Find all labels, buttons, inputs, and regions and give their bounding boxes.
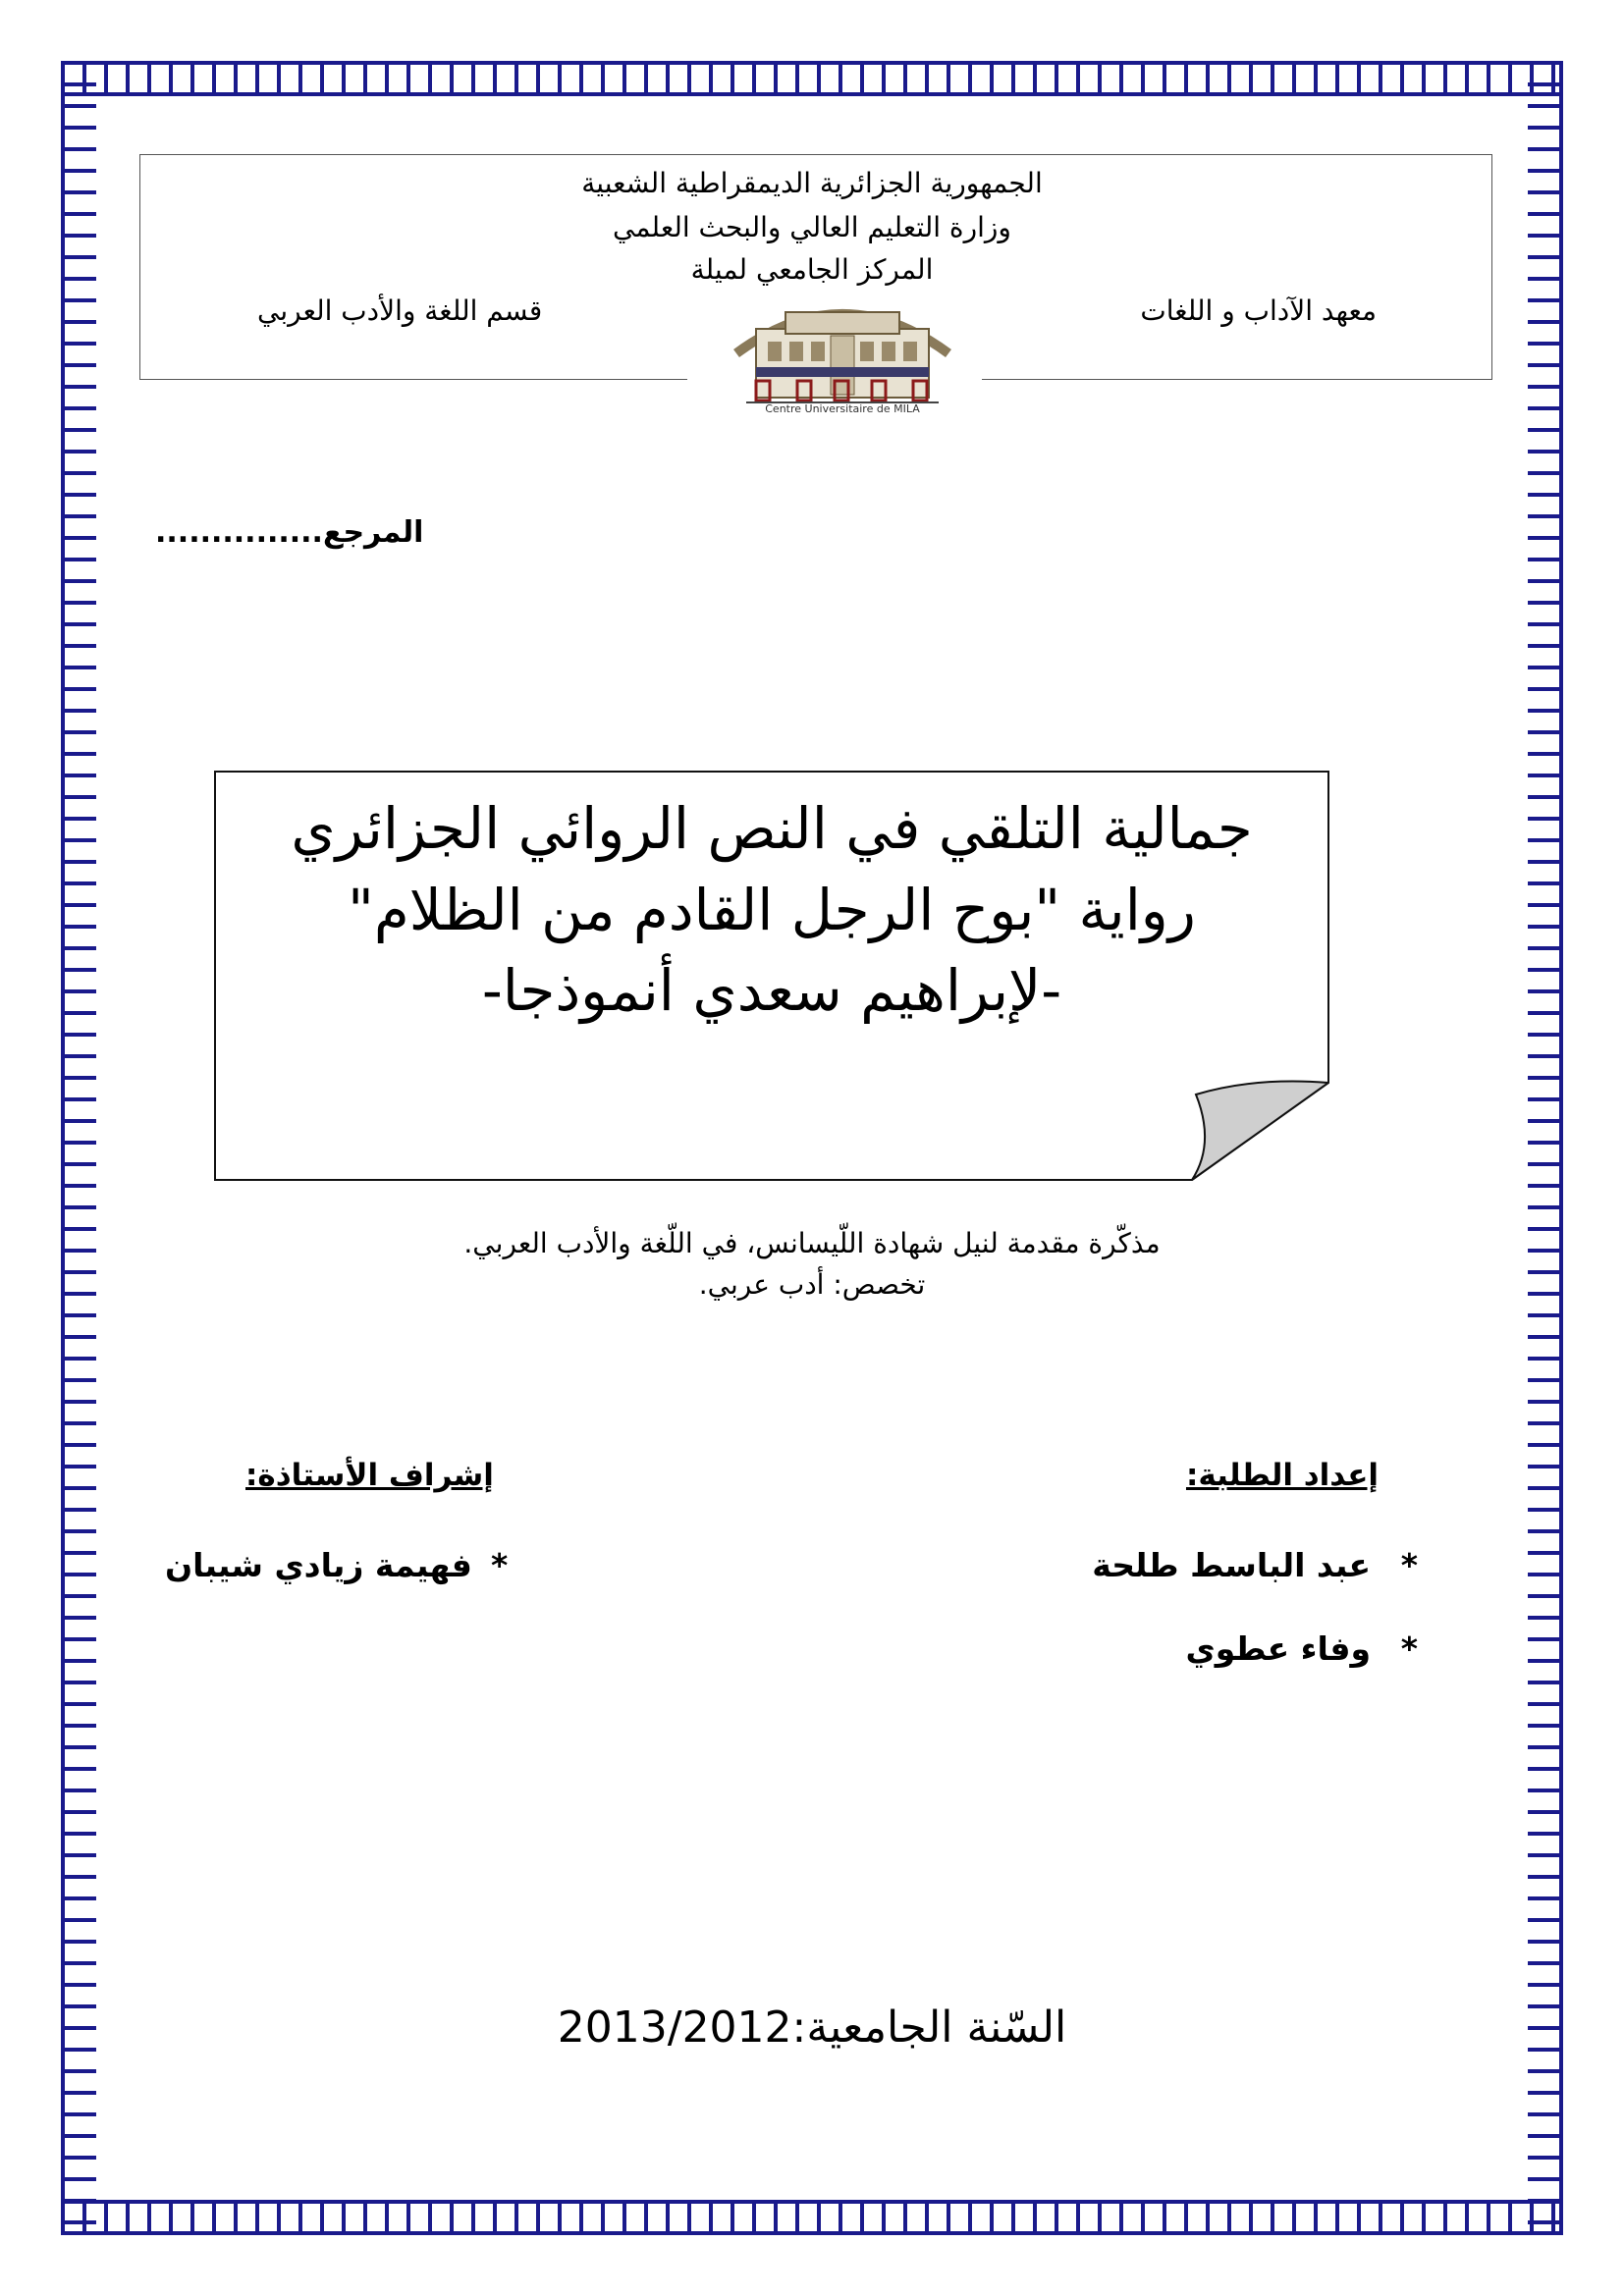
page-frame-right xyxy=(1528,61,1563,2235)
reference-label: المرجع............... xyxy=(155,515,424,550)
student-name-2: وفاء عطوي xyxy=(1185,1629,1371,1668)
center-name: المركز الجامعي لميلة xyxy=(690,253,934,286)
title-line-2: رواية "بوح الرجل القادم من الظلام" xyxy=(348,877,1196,943)
ministry-name: وزارة التعليم العالي والبحث العلمي xyxy=(613,211,1011,243)
page-frame-bottom xyxy=(61,2200,1563,2235)
page-frame-left xyxy=(61,61,96,2235)
institute-name: معهد الآداب و اللغات xyxy=(1140,294,1377,327)
student-name-1: عبد الباسط طلحة xyxy=(1092,1546,1371,1584)
university-logo xyxy=(727,285,958,420)
title-box xyxy=(214,771,1329,1181)
title-line-1: جمالية التلقي في النص الروائي الجزائري xyxy=(291,795,1253,862)
student-bullet-1: * xyxy=(1400,1546,1418,1584)
supervisor-bullet: * xyxy=(491,1546,509,1584)
building-icon xyxy=(727,285,958,420)
specialization: تخصص: أدب عربي. xyxy=(698,1268,926,1301)
republic-name: الجمهورية الجزائرية الديمقراطية الشعبية xyxy=(581,167,1043,199)
page-frame-top xyxy=(61,61,1563,96)
students-label: إعداد الطلبة: xyxy=(1185,1458,1379,1493)
student-bullet-2: * xyxy=(1400,1629,1418,1668)
supervisor-label: إشراف الأستاذة: xyxy=(245,1458,494,1493)
logo-caption: Centre Universitaire de MILA xyxy=(765,402,920,415)
supervisor-name: فهيمة زيادي شيبان xyxy=(165,1546,472,1584)
academic-year: السّنة الجامعية:2013/2012 xyxy=(557,2002,1067,2053)
title-line-3: -لإبراهيم سعدي أنموذجا- xyxy=(481,957,1062,1024)
thesis-description: مذكّرة مقدمة لنيل شهادة اللّيسانس، في اللّغة والأدب العربي. xyxy=(463,1227,1161,1259)
department-name: قسم اللغة والأدب العربي xyxy=(257,294,543,327)
